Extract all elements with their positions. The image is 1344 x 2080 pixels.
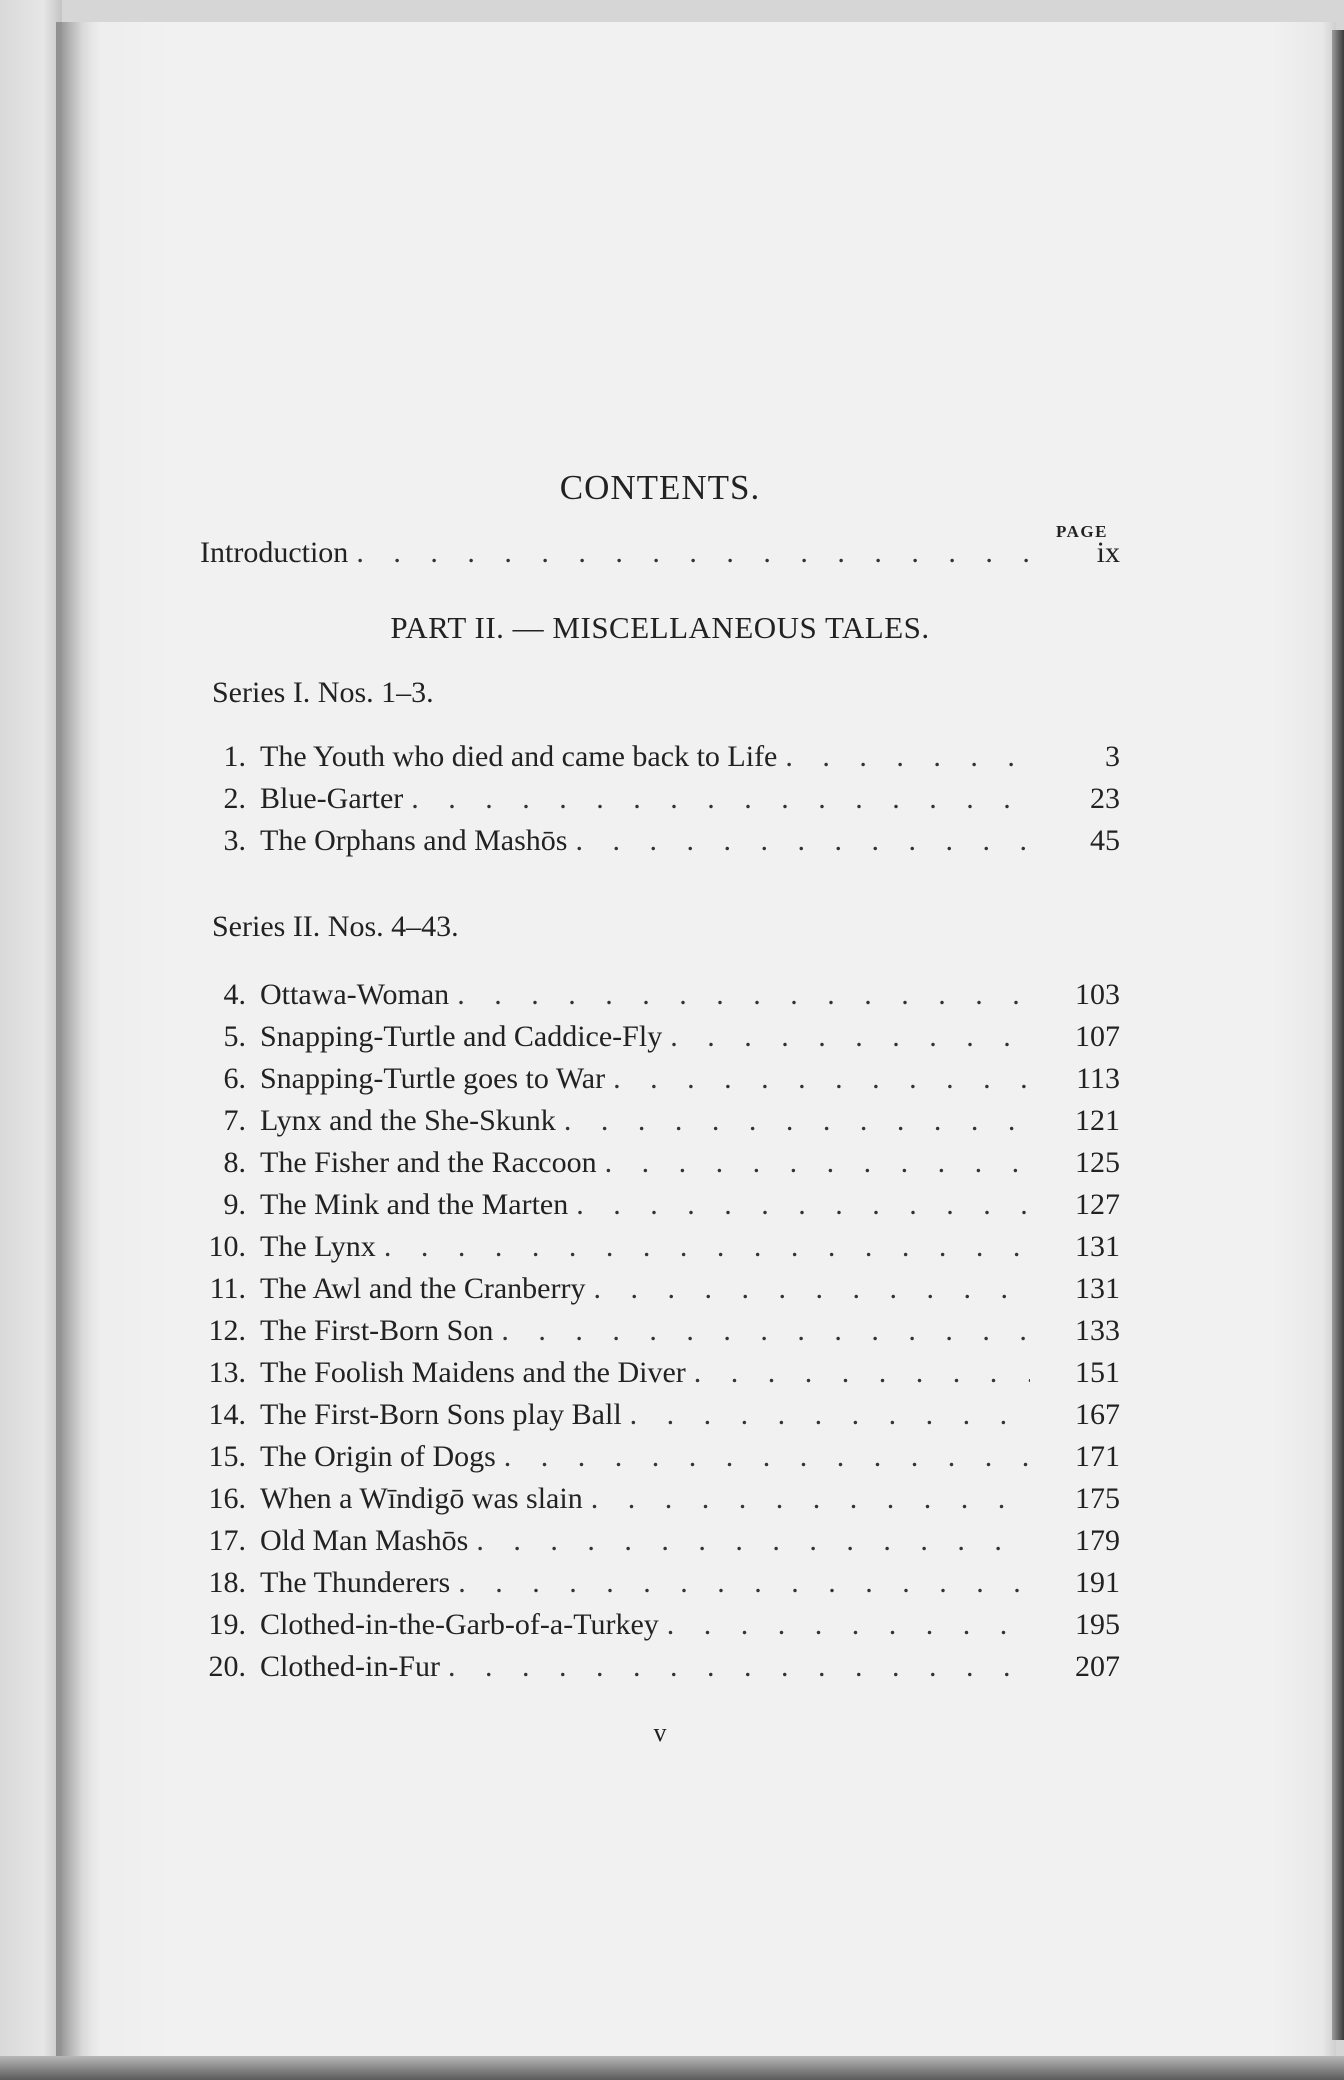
entry-number: 11. bbox=[209, 1272, 246, 1305]
entry-number: 14. bbox=[208, 1398, 246, 1431]
entry-number: 5. bbox=[223, 1020, 246, 1053]
page-bottom-edge bbox=[0, 2056, 1344, 2080]
entry-page: 23 bbox=[1090, 782, 1120, 815]
entry-page: 175 bbox=[1075, 1482, 1120, 1515]
entry-page: 167 bbox=[1075, 1398, 1120, 1431]
entry-title: Clothed-in-the-Garb-of-a-Turkey bbox=[260, 1608, 659, 1641]
toc-entry[interactable] bbox=[200, 824, 1120, 864]
toc-entry[interactable] bbox=[200, 1062, 1120, 1102]
entry-page: 125 bbox=[1075, 1146, 1120, 1179]
entry-number: 10. bbox=[208, 1230, 246, 1263]
leader-dots bbox=[667, 1608, 1030, 1642]
entry-title: The Orphans and Mashōs bbox=[260, 824, 568, 857]
entry-title: Old Man Mashōs bbox=[260, 1524, 469, 1557]
toc-entry[interactable] bbox=[200, 1566, 1120, 1606]
toc-entry[interactable] bbox=[200, 1650, 1120, 1690]
entry-page: 45 bbox=[1090, 824, 1120, 857]
entry-page: 171 bbox=[1075, 1440, 1120, 1473]
entry-page: 133 bbox=[1075, 1314, 1120, 1347]
toc-entry[interactable] bbox=[200, 1230, 1120, 1270]
page-title: CONTENTS. bbox=[559, 468, 761, 507]
entry-page: 131 bbox=[1075, 1272, 1120, 1305]
entry-page: 191 bbox=[1075, 1566, 1120, 1599]
leader-dots bbox=[630, 1398, 1030, 1432]
entry-number: 20. bbox=[208, 1650, 246, 1683]
toc-entry[interactable] bbox=[200, 740, 1120, 780]
facing-page-edge bbox=[0, 0, 62, 2080]
entry-page: 121 bbox=[1075, 1104, 1120, 1137]
entry-title: Introduction bbox=[200, 536, 349, 569]
entry-title: Ottawa-Woman bbox=[260, 978, 450, 1011]
entry-title: Clothed-in-Fur bbox=[260, 1650, 440, 1683]
series-heading: Series II. Nos. 4–43. bbox=[212, 910, 459, 943]
entry-title: The Origin of Dogs bbox=[260, 1440, 496, 1473]
series-heading: Series I. Nos. 1–3. bbox=[212, 676, 434, 709]
entry-number: 4. bbox=[223, 978, 246, 1011]
toc-entry[interactable] bbox=[200, 1188, 1120, 1228]
entry-page: 179 bbox=[1075, 1524, 1120, 1557]
leader-dots bbox=[411, 782, 1030, 816]
leader-dots bbox=[576, 1188, 1030, 1222]
entry-page: 195 bbox=[1075, 1608, 1120, 1641]
entry-page: 151 bbox=[1075, 1356, 1120, 1389]
page-folio: v bbox=[653, 1718, 667, 1747]
entry-page: 3 bbox=[1105, 740, 1120, 773]
entry-title: Snapping-Turtle goes to War bbox=[260, 1062, 606, 1095]
entry-title: Blue-Garter bbox=[260, 782, 404, 815]
entry-number: 3. bbox=[223, 824, 246, 857]
entry-title: When a Wīndigō was slain bbox=[260, 1482, 583, 1515]
spine-shadow bbox=[56, 22, 100, 2062]
leader-dots bbox=[458, 1566, 1030, 1600]
page-right-edge bbox=[1332, 30, 1344, 2040]
part-heading: PART II. — MISCELLANEOUS TALES. bbox=[390, 610, 930, 645]
entry-number: 8. bbox=[223, 1146, 246, 1179]
toc-entry[interactable] bbox=[200, 1104, 1120, 1144]
entry-page: 113 bbox=[1076, 1062, 1120, 1095]
toc-entry[interactable] bbox=[200, 1272, 1120, 1312]
leader-dots bbox=[504, 1440, 1030, 1474]
entry-number: 17. bbox=[208, 1524, 246, 1557]
toc-entry[interactable] bbox=[200, 978, 1120, 1018]
entry-number: 9. bbox=[223, 1188, 246, 1221]
entry-number: 19. bbox=[208, 1608, 246, 1641]
entry-page: ix bbox=[1096, 536, 1120, 569]
leader-dots bbox=[593, 1272, 1030, 1306]
entry-title: The Awl and the Cranberry bbox=[260, 1272, 586, 1305]
leader-dots bbox=[694, 1356, 1030, 1390]
entry-title: The Mink and the Marten bbox=[260, 1188, 569, 1221]
leader-dots bbox=[476, 1524, 1030, 1558]
leader-dots bbox=[501, 1314, 1030, 1348]
leader-dots bbox=[356, 536, 1030, 570]
entry-page: 207 bbox=[1075, 1650, 1120, 1683]
entry-number: 12. bbox=[208, 1314, 246, 1347]
entry-number: 18. bbox=[208, 1566, 246, 1599]
toc-entry[interactable] bbox=[200, 1440, 1120, 1480]
leader-dots bbox=[448, 1650, 1030, 1684]
leader-dots bbox=[785, 740, 1030, 774]
toc-entry[interactable] bbox=[200, 1146, 1120, 1186]
leader-dots bbox=[591, 1482, 1030, 1516]
entry-number: 7. bbox=[223, 1104, 246, 1137]
entry-number: 6. bbox=[223, 1062, 246, 1095]
toc-entry[interactable] bbox=[200, 1020, 1120, 1060]
leader-dots bbox=[605, 1146, 1030, 1180]
page-column-heading: PAGE bbox=[1056, 522, 1108, 541]
entry-page: 127 bbox=[1075, 1188, 1120, 1221]
entry-title: Lynx and the She-Skunk bbox=[260, 1104, 556, 1137]
entry-title: The Youth who died and came back to Life bbox=[260, 740, 778, 773]
entry-title: The First-Born Sons play Ball bbox=[260, 1398, 622, 1431]
entry-title: The Lynx bbox=[260, 1230, 376, 1263]
entry-number: 15. bbox=[208, 1440, 246, 1473]
toc-entry[interactable] bbox=[200, 1356, 1120, 1396]
entry-page: 131 bbox=[1075, 1230, 1120, 1263]
entry-number: 13. bbox=[208, 1356, 246, 1389]
leader-dots bbox=[575, 824, 1030, 858]
leader-dots bbox=[457, 978, 1030, 1012]
entry-page: 107 bbox=[1075, 1020, 1120, 1053]
toc-entry[interactable] bbox=[200, 782, 1120, 822]
entry-number: 16. bbox=[208, 1482, 246, 1515]
toc-entry[interactable] bbox=[200, 1314, 1120, 1354]
entry-title: The Foolish Maidens and the Diver bbox=[260, 1356, 686, 1389]
leader-dots bbox=[384, 1230, 1030, 1264]
entry-page: 103 bbox=[1075, 978, 1120, 1011]
leader-dots bbox=[670, 1020, 1030, 1054]
toc-entry[interactable] bbox=[200, 1482, 1120, 1522]
toc-entry[interactable] bbox=[200, 1398, 1120, 1438]
entry-title: The Fisher and the Raccoon bbox=[260, 1146, 597, 1179]
toc-entry-introduction[interactable] bbox=[200, 536, 1120, 576]
entry-title: The First-Born Son bbox=[260, 1314, 494, 1347]
toc-entry[interactable] bbox=[200, 1608, 1120, 1648]
leader-dots bbox=[613, 1062, 1030, 1096]
entry-title: The Thunderers bbox=[260, 1566, 451, 1599]
entry-title: Snapping-Turtle and Caddice-Fly bbox=[260, 1020, 663, 1053]
entry-number: 1. bbox=[223, 740, 246, 773]
entry-number: 2. bbox=[223, 782, 246, 815]
toc-entry[interactable] bbox=[200, 1524, 1120, 1564]
leader-dots bbox=[564, 1104, 1030, 1138]
